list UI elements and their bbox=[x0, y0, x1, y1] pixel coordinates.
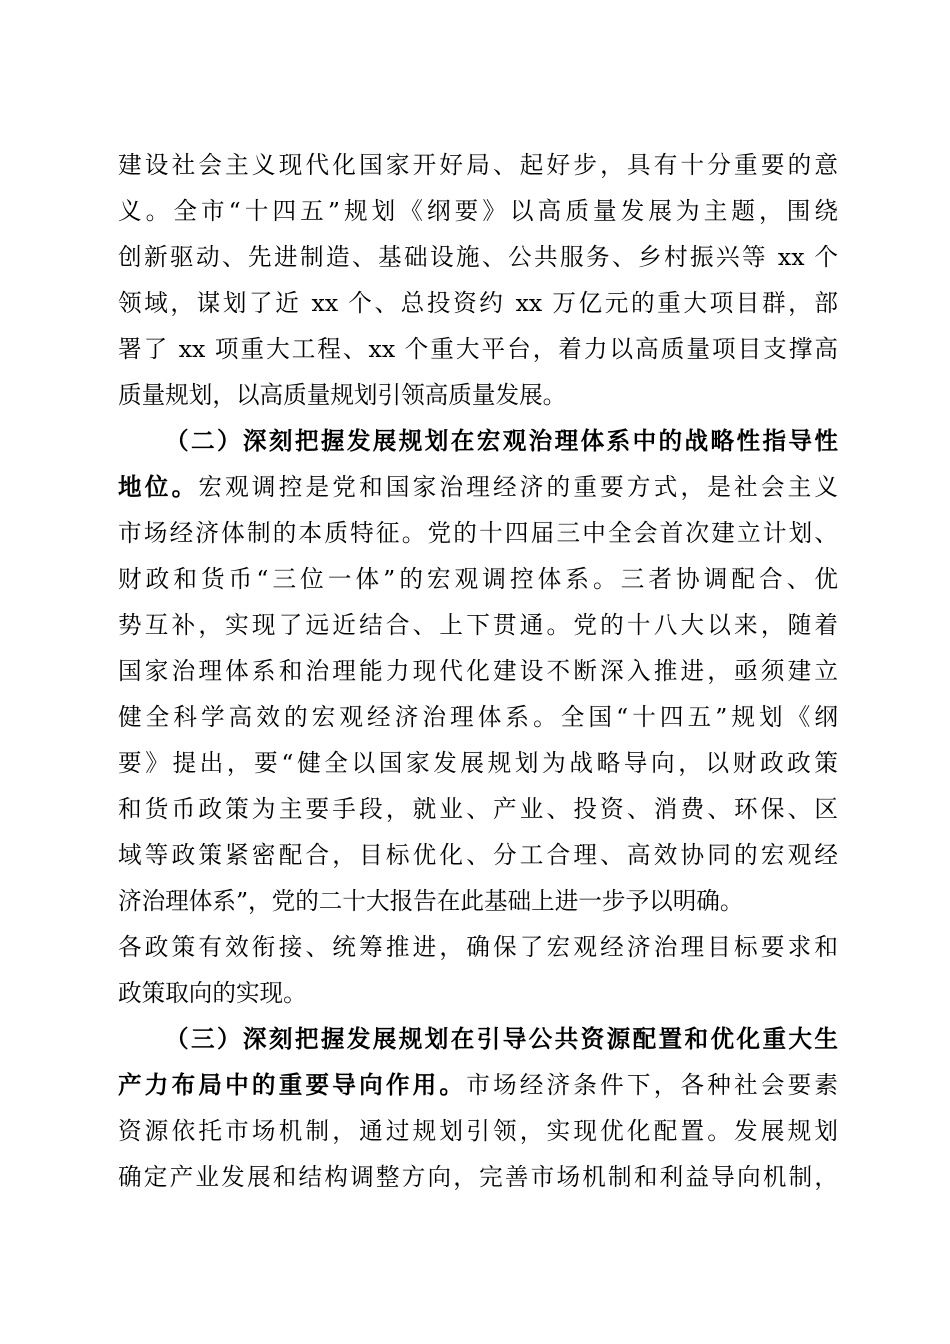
paragraph-2 bbox=[118, 418, 838, 1016]
text-line bbox=[118, 510, 838, 556]
text-segment: 确定产业发展和结构调整方向，完善市场机制和利益导向机制， bbox=[118, 1163, 838, 1191]
text-segment: 各政策有效衔接、统筹推进，确保了宏观经济治理目标要求和 bbox=[118, 933, 838, 961]
text-line bbox=[118, 1108, 838, 1154]
text-line bbox=[118, 832, 838, 878]
text-line bbox=[118, 326, 838, 372]
section-heading-line bbox=[118, 418, 838, 464]
text-line bbox=[118, 234, 838, 280]
text-segment: 要》提出，要“健全以国家发展规划为战略导向，以财政政策 bbox=[118, 749, 838, 777]
text-line bbox=[118, 694, 838, 740]
text-segment: 健全科学高效的宏观经济治理体系。全国“十四五”规划《纲 bbox=[118, 703, 838, 731]
section-heading-line bbox=[118, 1016, 838, 1062]
text-segment: 市场经济体制的本质特征。党的十四届三中全会首次建立计划、 bbox=[118, 519, 838, 547]
text-segment: 建设社会主义现代化国家开好局、起好步，具有十分重要的意 bbox=[118, 151, 838, 179]
text-segment: 市场经济条件下，各种社会要素 bbox=[466, 1071, 838, 1099]
text-line bbox=[118, 280, 838, 326]
text-segment: 政策取向的实现。 bbox=[118, 979, 307, 1007]
body-text bbox=[118, 142, 838, 1200]
text-line bbox=[118, 786, 838, 832]
text-line bbox=[118, 648, 838, 694]
text-segment: 创新驱动、先进制造、基础设施、公共服务、乡村振兴等 xx 个 bbox=[118, 243, 838, 271]
text-line bbox=[118, 924, 838, 970]
text-line bbox=[118, 372, 838, 418]
paragraph-1 bbox=[118, 142, 838, 418]
text-line bbox=[118, 878, 838, 924]
text-line bbox=[118, 1062, 838, 1108]
text-line bbox=[118, 188, 838, 234]
text-segment: 宏观调控是党和国家治理经济的重要方式，是社会主义 bbox=[198, 473, 838, 501]
section-heading: 产力布局中的重要导向作用。 bbox=[118, 1071, 467, 1099]
text-segment: 势互补，实现了远近结合、上下贯通。党的十八大以来，随着 bbox=[118, 611, 838, 639]
text-line bbox=[118, 464, 838, 510]
text-segment: 资源依托市场机制，通过规划引领，实现优化配置。发展规划 bbox=[118, 1117, 838, 1145]
text-line bbox=[118, 602, 838, 648]
text-segment: 义。全市“十四五”规划《纲要》以高质量发展为主题，围绕 bbox=[118, 197, 838, 225]
text-line bbox=[118, 740, 838, 786]
text-segment: 国家治理体系和治理能力现代化建设不断深入推进，亟须建立 bbox=[118, 657, 838, 685]
text-segment: 济治理体系”，党的二十大报告在此基础上进一步予以明确。 bbox=[118, 887, 744, 915]
text-segment: 域等政策紧密配合，目标优化、分工合理、高效协同的宏观经 bbox=[118, 841, 838, 869]
section-heading: （三）深刻把握发展规划在引导公共资源配置和优化重大生 bbox=[165, 1025, 838, 1053]
section-heading: （二）深刻把握发展规划在宏观治理体系中的战略性指导性 bbox=[165, 427, 838, 455]
text-segment: 署了 xx 项重大工程、xx 个重大平台，着力以高质量项目支撑高 bbox=[118, 335, 838, 363]
paragraph-3 bbox=[118, 1016, 838, 1200]
text-line bbox=[118, 556, 838, 602]
text-line bbox=[118, 142, 838, 188]
text-line bbox=[118, 970, 838, 1016]
section-heading: 地位。 bbox=[118, 473, 199, 501]
text-segment: 领域，谋划了近 xx 个、总投资约 xx 万亿元的重大项目群，部 bbox=[118, 289, 838, 317]
text-segment: 质量规划，以高质量规划引领高质量发展。 bbox=[118, 381, 567, 409]
text-segment: 和货币政策为主要手段，就业、产业、投资、消费、环保、区 bbox=[118, 795, 838, 823]
text-line bbox=[118, 1154, 838, 1200]
text-segment: 财政和货币“三位一体”的宏观调控体系。三者协调配合、优 bbox=[118, 565, 838, 593]
